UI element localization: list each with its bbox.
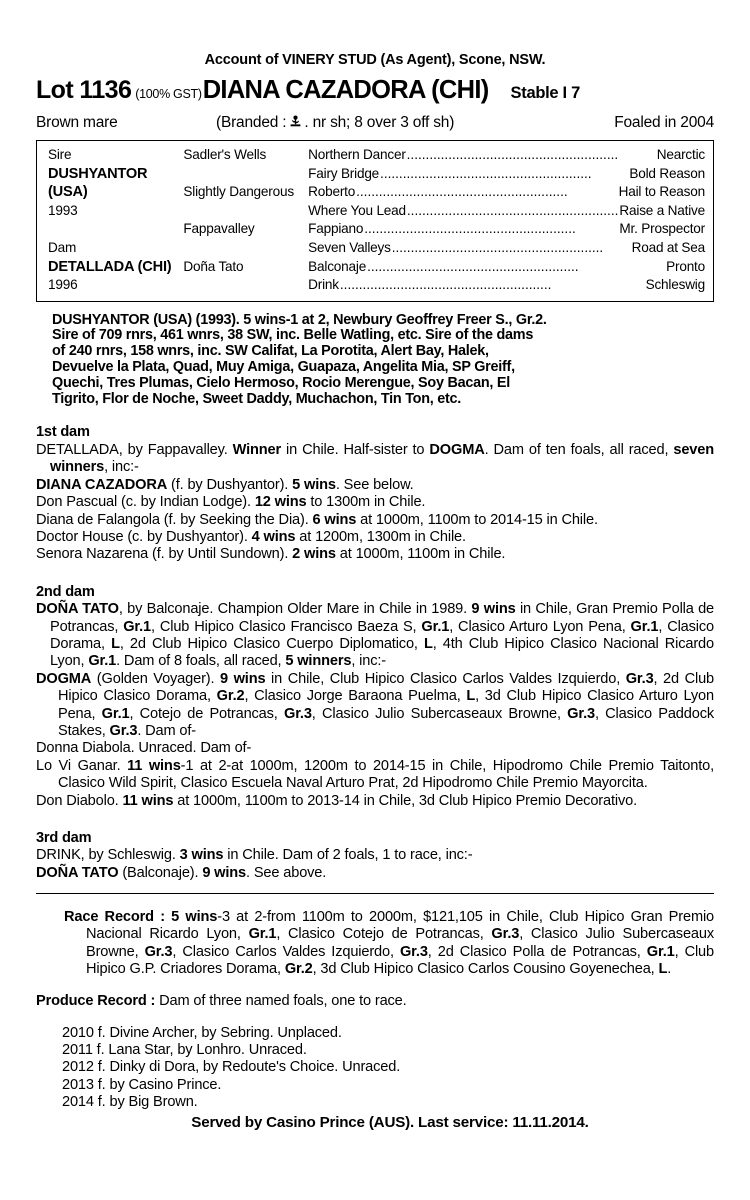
leader-dots: ........................................................ xyxy=(406,146,619,162)
gp-dam: Mr. Prospector xyxy=(619,221,705,237)
great-grandparent-row xyxy=(308,239,705,258)
progeny-item: Diana de Falangola (f. by Seeking the Dia). 6 wins at 1000m, 1100m to 2014-15 in Chile. xyxy=(36,511,598,528)
leader-dots: ........................................................ xyxy=(406,202,619,218)
gp-sire: Balconaje xyxy=(308,258,367,274)
leader-dots: ........................................................ xyxy=(380,165,592,181)
account-line: Account of VINERY STUD (As Agent), Scone, NSW. xyxy=(204,52,546,68)
race-record xyxy=(64,909,714,979)
race-record-text: 5 wins-3 at 2-from 1100m to 2000m, $121,105 in Chile, Club Hipico Gran Premio Nacional Ricardo Lyon, Gr.1, Clasico Cotejo de Potrancas, Gr.3, Clasico Julio Subercaseaux Browne, Gr.3, Clasico Carlos Valdes Izquierdo, Gr.3, 2d Clasico Polla de Potrancas, Gr.1, Club Hipico G.P. Criadores Dorama, Gr.2, 3d Club Hipico Clasico Carlos Cousino Goyenechea, L. xyxy=(86,908,715,978)
first-dam-section xyxy=(36,424,714,563)
race-record-block xyxy=(36,909,714,1132)
progeny-item: DIANA CAZADORA (f. by Dushyantor). 5 wins. See below. xyxy=(36,476,414,493)
gp-sire: Drink xyxy=(308,277,339,293)
gp-dam: Nearctic xyxy=(656,146,705,162)
foal-item: 2011 f. Lana Star, by Lonhro. Unraced. xyxy=(62,1042,307,1059)
gp-dam: Hail to Reason xyxy=(618,184,705,200)
leader-dots: ........................................................ xyxy=(367,258,579,274)
gp-sire: Roberto xyxy=(308,184,356,200)
progeny-item-dogma: DOGMA (Golden Voyager). 9 wins in Chile, Club Hipico Clasico Carlos Valdes Izquierdo, Gr.3, 2d Club Hipico Clasico Dorama, Gr.2, Clasico Jorge Baraona Puelma, L, 3d Club Hipico Clasico Arturo Lyon Pena, Gr.1, Cotejo de Potrancas, Gr.3, Clasico Julio Subercaseaux Browne, Gr.3, Clasico Paddock Stakes, Gr.3. Dam of- xyxy=(36,670,714,739)
second-dam-main: DOÑA TATO, by Balconaje. Champion Older Mare in Chile in 1989. 9 wins in Chile, Gran Premio Polla de Potrancas, Gr.1, Club Hipico Clasico Francisco Baeza S, Gr.1, Clasico Arturo Lyon Pena, Gr.1, Clasico Dorama, L, 2d Club Hipico Clasico Cuerpo Diplomatico, L, 4th Club Hipico Clasico Nacional Ricardo Lyon, Gr.1. Dam of 8 foals, all raced, 5 winners, inc:- xyxy=(36,601,715,670)
sire-summary-line: DUSHYANTOR (USA) (1993). 5 wins-1 at 2, Newbury Geoffrey Freer S., Gr.2. xyxy=(52,311,547,328)
gp-sire: Fappiano xyxy=(308,221,364,237)
progeny-item-lo-vi-ganar: Lo Vi Ganar. 11 wins-1 at 2-at 1000m, 1200m to 2014-15 in Chile, Hipodromo Chile Premio Taitonto, Clasico Wild Spirit, Clasico Escuela Naval Arturo Prat, 2d Hipodromo Chile Premio Mayorcita. xyxy=(36,757,714,792)
leader-dots: ........................................................ xyxy=(364,221,576,237)
sire-year: 1993 xyxy=(48,202,78,218)
foal-item: 2010 f. Divine Archer, by Sebring. Unplaced. xyxy=(62,1025,342,1042)
served-by-line: Served by Casino Prince (AUS). Last service: 11.11.2014. xyxy=(191,1114,589,1132)
gp-dam: Pronto xyxy=(666,258,705,274)
sire-summary-line: Sire of 709 rnrs, 461 wnrs, 38 SW, inc. Belle Watling, etc. Sire of the dams xyxy=(52,327,534,344)
great-grandparent-row xyxy=(308,165,705,184)
brand-prefix: (Branded : xyxy=(216,113,287,131)
second-dam-heading: 2nd dam xyxy=(36,583,95,600)
foal-item: 2014 f. by Big Brown. xyxy=(62,1093,198,1110)
leader-dots: ........................................................ xyxy=(339,277,552,293)
first-dam-heading: 1st dam xyxy=(36,424,90,441)
gp-sire: Seven Valleys xyxy=(308,239,391,255)
first-dam-main: DETALLADA, by Fappavalley. Winner in Chile. Half-sister to DOGMA. Dam of ten foals, all raced, seven winners, inc:- xyxy=(36,441,714,476)
great-grandparent-row xyxy=(308,202,705,221)
great-grandparent-row xyxy=(308,183,705,202)
third-dam-heading: 3rd dam xyxy=(36,830,92,846)
grandparent-row: Fappavalley xyxy=(183,221,255,237)
progeny-item: DOÑA TATO (Balconaje). 9 wins. See above. xyxy=(36,864,327,881)
produce-foal-list xyxy=(62,1025,714,1111)
produce-record xyxy=(36,993,714,1010)
progeny-item-donna-diabola: Donna Diabola. Unraced. Dam of- xyxy=(36,740,252,757)
gp-sire: Where You Lead xyxy=(308,202,406,218)
sire-summary-line: Quechi, Tres Plumas, Cielo Hermoso, Rocio Merengue, Soy Bacan, El xyxy=(52,374,510,391)
brand-symbol-icon xyxy=(289,115,302,129)
horse-name: DIANA CAZADORA (CHI) xyxy=(202,75,489,104)
dam-year: 1996 xyxy=(48,277,78,293)
sire-summary-paragraph xyxy=(36,313,714,408)
produce-record-label: Produce Record : xyxy=(36,993,156,1010)
great-grandparent-row xyxy=(308,220,705,239)
grandparent-row: Doña Tato xyxy=(183,258,244,274)
dam-label: Dam xyxy=(48,239,77,255)
leader-dots: ........................................................ xyxy=(391,239,604,255)
colour-sex: Brown mare xyxy=(36,113,118,131)
gst-note: (100% GST) xyxy=(135,86,202,101)
progeny-item: Senora Nazarena (f. by Until Sundown). 2 wins at 1000m, 1100m in Chile. xyxy=(36,546,506,563)
pedigree-great-grandparents-column xyxy=(308,146,713,295)
sire-summary-line: Tigrito, Flor de Noche, Sweet Daddy, Muchachon, Tin Ton, etc. xyxy=(52,390,462,407)
pedigree-parents-column xyxy=(37,146,183,295)
grandparent-row: Sadler's Wells xyxy=(183,146,267,162)
grandparent-row: Slightly Dangerous xyxy=(183,184,294,200)
brand-suffix: . nr sh; 8 over 3 off sh) xyxy=(304,113,455,131)
gp-dam: Bold Reason xyxy=(629,165,705,181)
gp-sire: Fairy Bridge xyxy=(308,165,380,181)
description-row xyxy=(36,113,714,132)
third-dam-main: DRINK, by Schleswig. 3 wins in Chile. Dam of 2 foals, 1 to race, inc:- xyxy=(36,847,473,864)
sire-label: Sire xyxy=(48,146,72,162)
foal-item: 2013 f. by Casino Prince. xyxy=(62,1076,222,1093)
brand-description xyxy=(216,113,614,132)
stable-number: Stable I 7 xyxy=(510,83,580,102)
leader-dots: ........................................................ xyxy=(356,184,568,200)
gp-dam: Raise a Native xyxy=(619,202,705,218)
progeny-item-don-diabolo: Don Diabolo. 11 wins at 1000m, 1100m to 2013-14 in Chile, 3d Club Hipico Premio Decorativo. xyxy=(36,792,637,809)
second-dam-section xyxy=(36,584,714,810)
sire-name: DUSHYANTOR (USA) xyxy=(48,165,148,201)
foal-item: 2012 f. Dinky di Dora, by Redoute's Choice. Unraced. xyxy=(62,1059,401,1076)
progeny-item: Don Pascual (c. by Indian Lodge). 12 wins to 1300m in Chile. xyxy=(36,494,426,511)
lot-number: Lot 1136 xyxy=(36,75,132,104)
produce-record-text: Dam of three named foals, one to race. xyxy=(155,993,407,1010)
great-grandparent-row xyxy=(308,276,705,295)
pedigree-table xyxy=(36,140,714,302)
lot-title-row xyxy=(36,76,714,105)
progeny-item: Doctor House (c. by Dushyantor). 4 wins at 1200m, 1300m in Chile. xyxy=(36,528,466,545)
gp-dam: Schleswig xyxy=(645,277,705,293)
record-divider xyxy=(36,893,714,894)
sire-summary-line: Devuelve la Plata, Quad, Muy Amiga, Guapaza, Angelita Mia, SP Greiff, xyxy=(52,359,515,376)
sire-summary-line: of 240 rnrs, 158 wnrs, inc. SW Califat, La Porotita, Alert Bay, Halek, xyxy=(52,343,489,360)
dam-name: DETALLADA (CHI) xyxy=(48,258,172,275)
great-grandparent-row xyxy=(308,258,705,277)
gp-dam: Road at Sea xyxy=(631,239,705,255)
great-grandparent-row xyxy=(308,146,705,165)
pedigree-grandparents-column xyxy=(183,146,308,295)
race-record-label: Race Record : xyxy=(64,908,165,925)
third-dam-section xyxy=(36,830,714,882)
foaled-year: Foaled in 2004 xyxy=(614,113,714,131)
gp-sire: Northern Dancer xyxy=(308,146,406,162)
